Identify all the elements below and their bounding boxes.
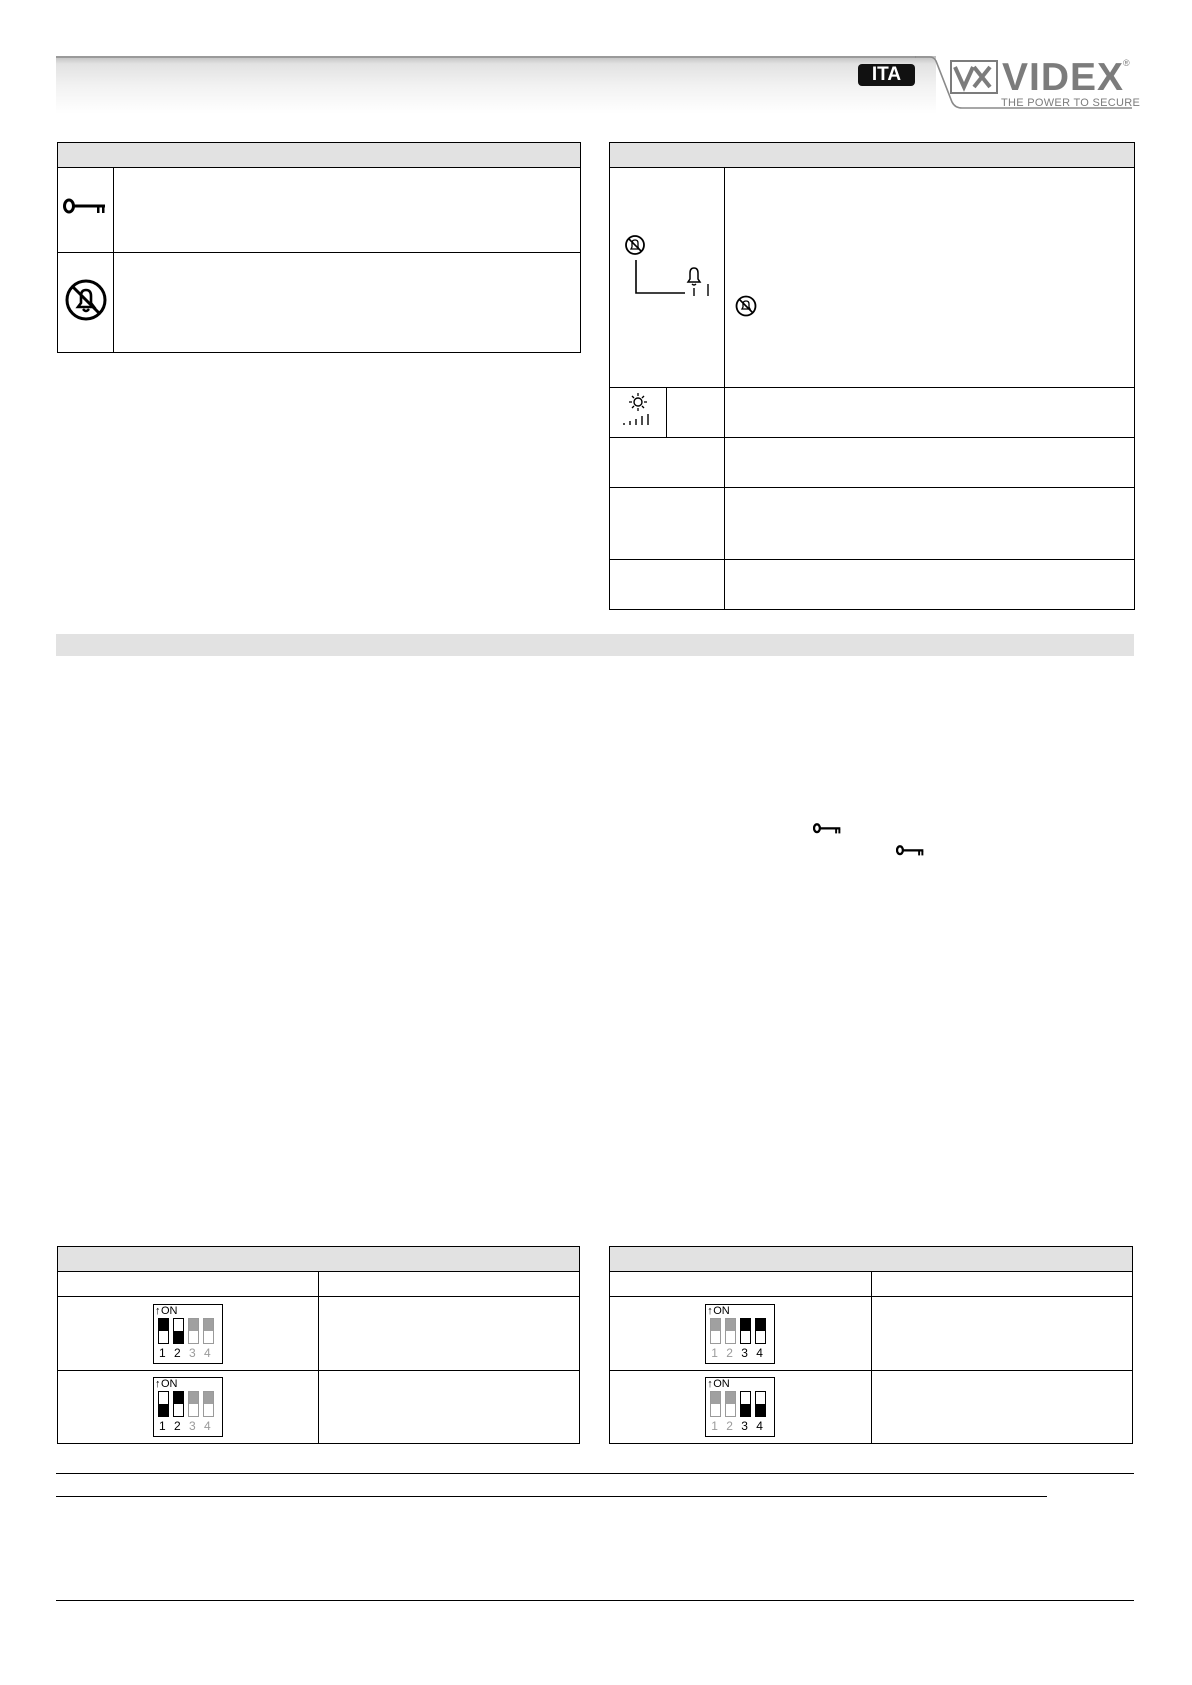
column-header-cell (871, 1272, 1133, 1297)
dip-switch-number: 3 (741, 1419, 748, 1433)
bell-mute-icon-cell (58, 253, 114, 353)
dip-switch-2 (173, 1391, 184, 1417)
dip-switch-number: 4 (204, 1419, 211, 1433)
dip-description-cell (871, 1297, 1133, 1371)
dip-switch-knob (726, 1319, 735, 1331)
dip-switch-table-right (609, 1246, 1133, 1444)
dip-switch-knob (189, 1319, 198, 1331)
dip-switch-2 (725, 1318, 736, 1344)
table-header (610, 1247, 1133, 1272)
dip-switch-knob (174, 1392, 183, 1404)
dip-switch-cell (58, 1371, 319, 1444)
dip-switch-1 (710, 1391, 721, 1417)
left-icon-table (57, 142, 581, 353)
table-header (58, 143, 581, 168)
ringer-mode-diagram-cell (610, 168, 725, 388)
table-header (610, 143, 1135, 168)
dip-switch-cell (610, 1371, 872, 1444)
dip-switch-number: 2 (726, 1419, 733, 1433)
dip-switch-3 (740, 1391, 751, 1417)
setting-label-cell (610, 438, 725, 488)
dip-switch-3 (188, 1391, 199, 1417)
ringer-mode-diagram (610, 168, 723, 387)
brand-tagline: THE POWER TO SECURE (1001, 97, 1141, 109)
dip-switch-knob (159, 1319, 168, 1331)
bell-mute-description-cell (114, 253, 581, 353)
column-header-cell (58, 1272, 319, 1297)
on-arrow-icon: ↑ (707, 1304, 713, 1317)
dip-switch-2 (173, 1318, 184, 1344)
dip-switch-3 (188, 1318, 199, 1344)
column-header-cell (319, 1272, 580, 1297)
dip-switch-cell (58, 1297, 319, 1371)
dip-on-label: ON (161, 1378, 178, 1390)
dip-switch-knob (174, 1331, 183, 1343)
table-header (58, 1247, 580, 1272)
column-header-cell (610, 1272, 872, 1297)
dip-switch-number: 1 (711, 1419, 718, 1433)
dip-switch-number: 4 (756, 1419, 763, 1433)
dip-description-cell (319, 1297, 580, 1371)
dip-switch-number: 1 (159, 1419, 166, 1433)
dip-switch-number: 2 (726, 1345, 733, 1360)
header-rule (56, 56, 916, 58)
dip-switch-number: 4 (756, 1345, 763, 1360)
dip-switch-number: 2 (174, 1419, 181, 1433)
dip-switch-4 (203, 1391, 214, 1417)
dip-switch-knob (711, 1319, 720, 1331)
divider (56, 1473, 1134, 1474)
dip-switch-knob (189, 1392, 198, 1404)
dip-switch-4 (755, 1318, 766, 1344)
dip-switch-number: 2 (174, 1345, 181, 1360)
setting-label-cell (610, 488, 725, 560)
dip-switch-knob (204, 1319, 213, 1331)
right-settings-table (609, 142, 1135, 610)
dip-on-label: ON (713, 1378, 730, 1390)
dip-switch-table-left (57, 1246, 580, 1444)
key-icon (813, 823, 843, 836)
dip-switch (705, 1377, 775, 1437)
bell-mute-icon (64, 278, 108, 322)
dip-switch-4 (203, 1318, 214, 1344)
dip-switch-knob (204, 1392, 213, 1404)
setting-description-cell (725, 488, 1135, 560)
dip-switch-number: 3 (189, 1419, 196, 1433)
on-arrow-icon: ↑ (155, 1378, 161, 1390)
language-badge: ITA (858, 64, 915, 86)
footer-divider (56, 1600, 1134, 1601)
dip-switch-number: 1 (159, 1345, 166, 1360)
dip-on-label: ON (161, 1304, 178, 1317)
dip-switch-knob (756, 1319, 765, 1331)
on-arrow-icon: ↑ (707, 1378, 713, 1390)
dip-switch-number: 1 (711, 1345, 718, 1360)
key-icon-cell (58, 168, 114, 253)
dip-switch-number: 3 (741, 1345, 748, 1360)
key-icon (63, 198, 109, 218)
dip-switch-knob (756, 1404, 765, 1416)
dip-description-cell (871, 1371, 1133, 1444)
dip-switch-number: 4 (204, 1345, 211, 1360)
dip-switch-2 (725, 1391, 736, 1417)
setting-description-cell (725, 560, 1135, 610)
dip-switch-1 (158, 1318, 169, 1344)
dip-switch-knob (726, 1392, 735, 1404)
on-arrow-icon: ↑ (155, 1304, 161, 1317)
bell-mute-icon (734, 294, 758, 318)
dip-switch-4 (755, 1391, 766, 1417)
dip-switch (153, 1304, 223, 1364)
dip-description-cell (319, 1371, 580, 1444)
dip-switch-knob (741, 1319, 750, 1331)
videx-logo-mark (950, 60, 998, 94)
dip-switch-1 (710, 1318, 721, 1344)
brightness-description-cell (725, 388, 1135, 438)
dip-switch-knob (159, 1404, 168, 1416)
setting-label-cell (610, 560, 725, 610)
dip-switch-number: 3 (189, 1345, 196, 1360)
brand-registered-mark: ® (1123, 58, 1130, 68)
dip-switch (153, 1377, 223, 1437)
brightness-icon-cell (610, 388, 667, 438)
key-icon (896, 845, 926, 858)
bell-icon (688, 268, 700, 285)
dip-switch-3 (740, 1318, 751, 1344)
divider (56, 1496, 1047, 1497)
dip-switch (705, 1304, 775, 1364)
dip-switch-knob (741, 1404, 750, 1416)
brand-name: VIDEX (1002, 56, 1125, 99)
dip-switch-cell (610, 1297, 872, 1371)
brightness-value-cell (667, 388, 725, 438)
key-description-cell (114, 168, 581, 253)
ringer-mode-description-cell (725, 168, 1135, 388)
header-band (56, 56, 936, 114)
dip-on-label: ON (713, 1304, 730, 1317)
dip-switch-knob (711, 1392, 720, 1404)
dip-switch-1 (158, 1391, 169, 1417)
setting-description-cell (725, 438, 1135, 488)
brightness-icon (621, 392, 655, 428)
section-heading-bar (56, 634, 1134, 656)
